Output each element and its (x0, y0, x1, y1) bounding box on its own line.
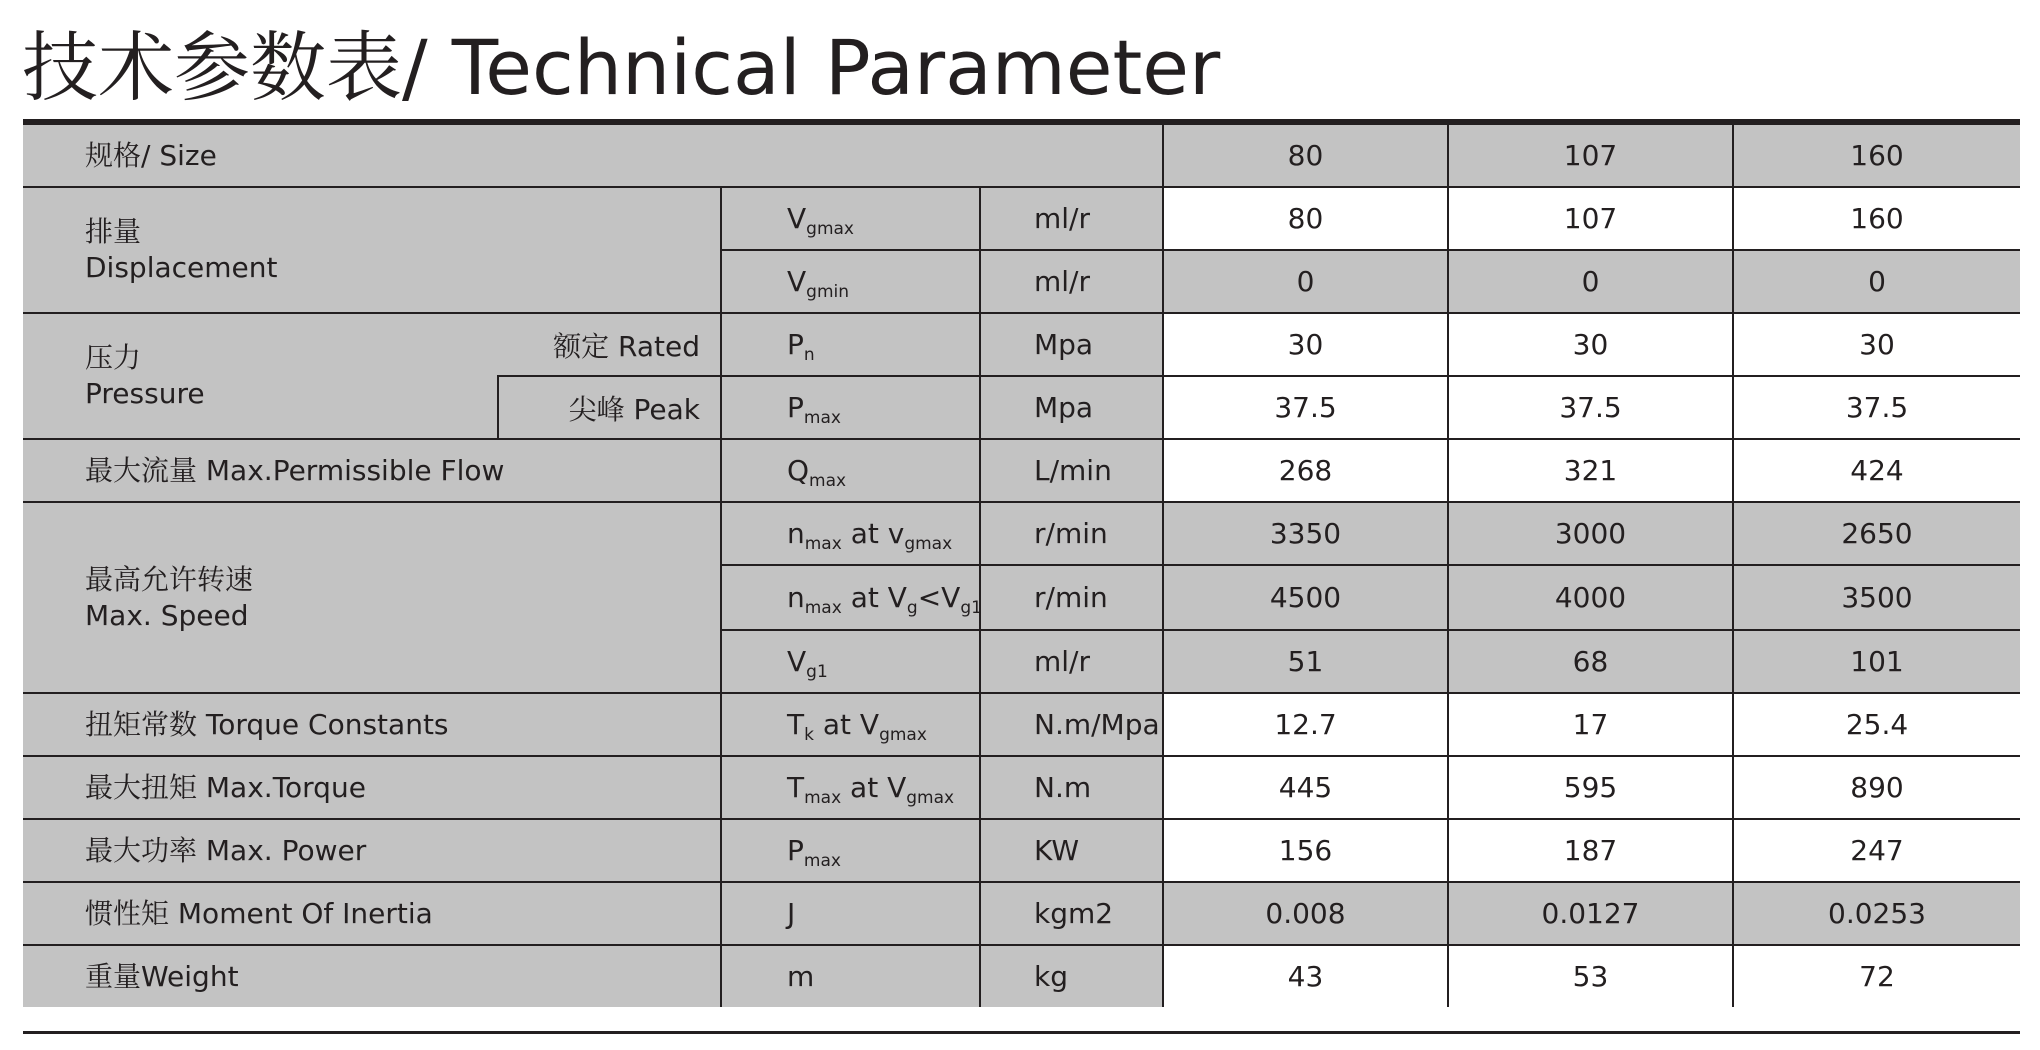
value-cell: 0.0253 (1733, 882, 2020, 945)
value-cell: 51 (1163, 630, 1448, 693)
flow-unit: L/min (980, 439, 1163, 502)
value-cell: 424 (1733, 439, 2020, 502)
size-row (23, 125, 2020, 187)
inertia-symbol: J (721, 882, 980, 945)
value-cell: 0.008 (1163, 882, 1448, 945)
pressure-label (23, 313, 498, 439)
value-cell: 0 (1448, 250, 1733, 313)
pressure-label-cn: 压力 (85, 341, 142, 374)
value-cell: 107 (1448, 187, 1733, 250)
displacement-label-en: Displacement (85, 251, 278, 284)
flow-row (23, 439, 2020, 502)
value-cell: 12.7 (1163, 693, 1448, 756)
value-cell: 247 (1733, 819, 2020, 882)
value-cell: 160 (1733, 187, 2020, 250)
value-cell: 30 (1733, 313, 2020, 376)
speed-label-cn: 最高允许转速 (85, 562, 254, 596)
value-cell: 156 (1163, 819, 1448, 882)
speed-1-symbol: $n_{max}$ at $v_{gmax}$ (721, 502, 980, 565)
displacement-label-cn: 排量 (85, 215, 142, 248)
pressure-peak-unit: Mpa (980, 376, 1163, 439)
max-power-symbol: $P_{max}$ (721, 819, 980, 882)
pressure-rated-row (23, 313, 2020, 376)
value-cell: 25.4 (1733, 693, 2020, 756)
max-torque-unit: N.m (980, 756, 1163, 819)
value-cell: 37.5 (1733, 376, 2020, 439)
value-cell: 321 (1448, 439, 1733, 502)
torque-constants-unit: N.m/Mpa (980, 693, 1163, 756)
speed-3-unit: ml/r (980, 630, 1163, 693)
speed-1-unit: r/min (980, 502, 1163, 565)
size-label: 规格/ Size (23, 125, 1163, 187)
value-cell: 3000 (1448, 502, 1733, 565)
inertia-label: 惯性矩 Moment Of Inertia (23, 882, 721, 945)
size-160: 160 (1733, 125, 2020, 187)
max-torque-label: 最大扭矩 Max.Torque (23, 756, 721, 819)
displacement-min-symbol: $V_{gmin}$ (721, 250, 980, 313)
speed-2-symbol: $n_{max}$ at $V_g<V_{g1}$ (721, 565, 980, 630)
weight-symbol: m (721, 945, 980, 1007)
speed-label (23, 502, 721, 693)
value-cell: 0 (1163, 250, 1448, 313)
value-cell: 72 (1733, 945, 2020, 1007)
max-torque-row (23, 756, 2020, 819)
page-title: 技术参数表/ Technical Parameter (22, 23, 1221, 112)
value-cell: 30 (1448, 313, 1733, 376)
torque-constants-label: 扭矩常数 Torque Constants (23, 693, 721, 756)
value-cell: 4500 (1163, 565, 1448, 630)
displacement-min-unit: ml/r (980, 250, 1163, 313)
max-power-label: 最大功率 Max. Power (23, 819, 721, 882)
flow-label: 最大流量 Max.Permissible Flow (23, 439, 721, 502)
value-cell: 3350 (1163, 502, 1448, 565)
pressure-label-en: Pressure (85, 377, 205, 410)
value-cell: 68 (1448, 630, 1733, 693)
pressure-rated-label: 额定 Rated (498, 313, 721, 376)
bottom-rule (23, 1031, 2020, 1034)
value-cell: 187 (1448, 819, 1733, 882)
weight-unit: kg (980, 945, 1163, 1007)
value-cell: 0.0127 (1448, 882, 1733, 945)
weight-row (23, 945, 2020, 1007)
size-107: 107 (1448, 125, 1733, 187)
max-power-row (23, 819, 2020, 882)
value-cell: 2650 (1733, 502, 2020, 565)
value-cell: 3500 (1733, 565, 2020, 630)
value-cell: 890 (1733, 756, 2020, 819)
value-cell: 4000 (1448, 565, 1733, 630)
size-80: 80 (1163, 125, 1448, 187)
value-cell: 80 (1163, 187, 1448, 250)
pressure-rated-unit: Mpa (980, 313, 1163, 376)
inertia-unit: kgm2 (980, 882, 1163, 945)
displacement-label (23, 187, 721, 313)
value-cell: 53 (1448, 945, 1733, 1007)
value-cell: 445 (1163, 756, 1448, 819)
displacement-max-symbol: $V_{gmax}$ (721, 187, 980, 250)
max-power-unit: KW (980, 819, 1163, 882)
value-cell: 30 (1163, 313, 1448, 376)
flow-symbol: $Q_{max}$ (721, 439, 980, 502)
pressure-peak-label: 尖峰 Peak (498, 376, 721, 439)
speed-label-en: Max. Speed (85, 598, 249, 632)
torque-constants-row (23, 693, 2020, 756)
value-cell: 101 (1733, 630, 2020, 693)
displacement-max-row (23, 187, 2020, 250)
value-cell: 268 (1163, 439, 1448, 502)
displacement-max-unit: ml/r (980, 187, 1163, 250)
value-cell: 37.5 (1448, 376, 1733, 439)
max-torque-symbol: $T_{max}$ at $V_{gmax}$ (721, 756, 980, 819)
value-cell: 37.5 (1163, 376, 1448, 439)
inertia-row (23, 882, 2020, 945)
pressure-peak-symbol: $P_{max}$ (721, 376, 980, 439)
pressure-rated-symbol: $P_n$ (721, 313, 980, 376)
technical-parameter-table (23, 125, 2020, 1007)
value-cell: 43 (1163, 945, 1448, 1007)
value-cell: 595 (1448, 756, 1733, 819)
speed-3-symbol: $V_{g1}$ (721, 630, 980, 693)
value-cell: 0 (1733, 250, 2020, 313)
value-cell: 17 (1448, 693, 1733, 756)
weight-label: 重量Weight (23, 945, 721, 1007)
torque-constants-symbol: $T_k$ at $V_{gmax}$ (721, 693, 980, 756)
speed-row-1 (23, 502, 2020, 565)
speed-2-unit: r/min (980, 565, 1163, 630)
